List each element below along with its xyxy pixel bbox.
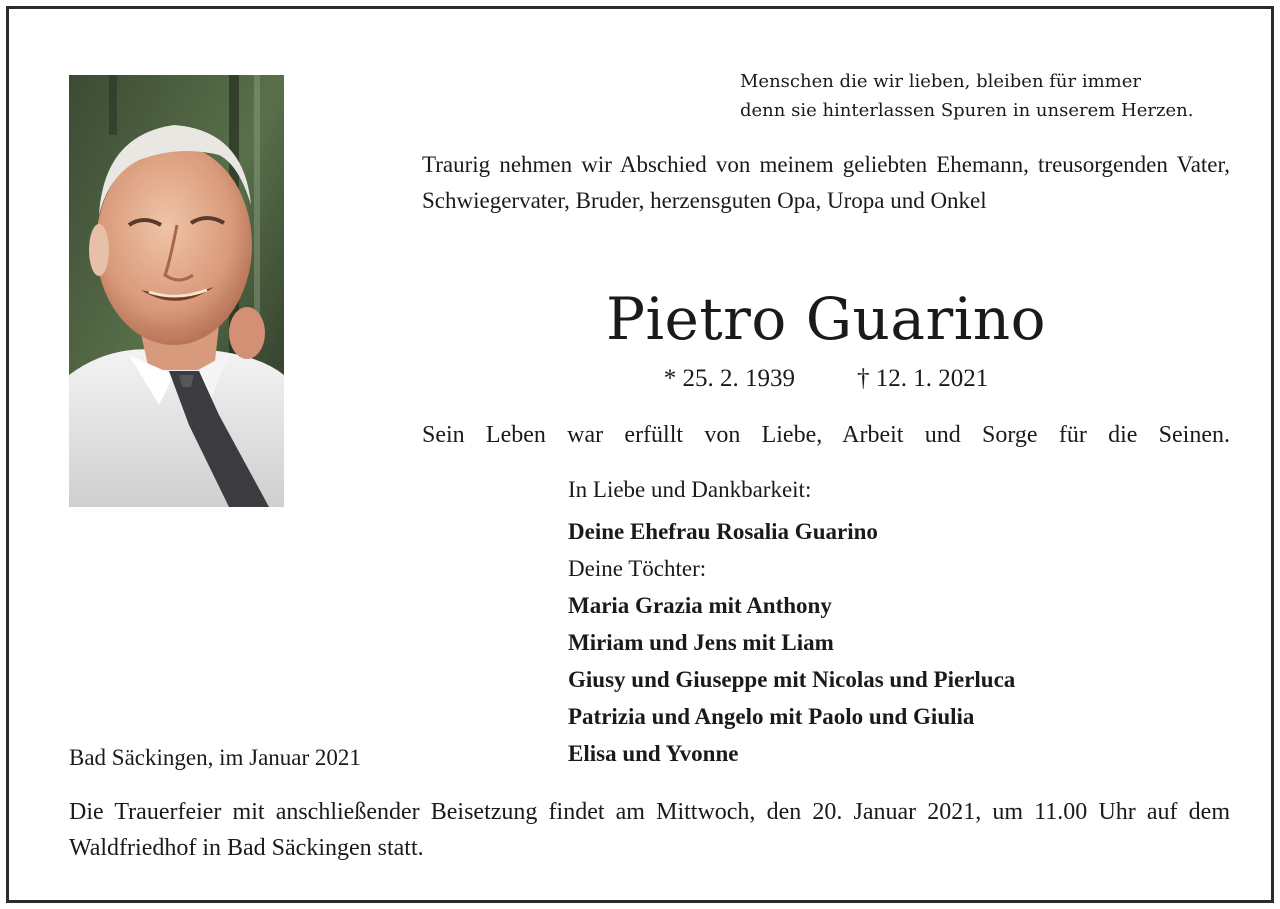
motto-line-2: denn sie hinterlassen Spuren in unserem Herzen.	[740, 100, 1194, 121]
life-text: Sein Leben war erfüllt von Liebe, Arbeit und Sorge für die Seinen.	[422, 422, 1230, 448]
motto-quote	[740, 67, 1193, 125]
mourners-list	[568, 471, 1015, 772]
death-date: † 12. 1. 2021	[857, 365, 989, 392]
mourner-family: Patrizia und Angelo mit Paolo und Giulia	[568, 704, 975, 729]
mourner-family: Elisa und Yvonne	[568, 741, 739, 766]
mourner-family: Miriam und Jens mit Liam	[568, 630, 834, 655]
life-dates	[422, 361, 1230, 397]
daughters-label: Deine Töchter:	[568, 556, 707, 581]
mourner-family: Giusy und Giuseppe mit Nicolas und Pierluca	[568, 667, 1016, 692]
mourner-wife: Deine Ehefrau Rosalia Guarino	[568, 519, 878, 544]
place-date: Bad Säckingen, im Januar 2021	[69, 745, 361, 770]
deceased-name: Pietro Guarino	[605, 285, 1047, 353]
birth-date: * 25. 2. 1939	[663, 365, 795, 392]
portrait-photo	[69, 75, 284, 507]
funeral-notice: Die Trauerfeier mit anschließender Beisetzung findet am Mittwoch, den 20. Januar 2021, um 11.00 Uhr auf dem Waldfriedhof in Bad Säckingen statt.	[69, 799, 1230, 861]
obituary-frame	[6, 6, 1274, 903]
intro-text: Traurig nehmen wir Abschied von meinem geliebten Ehemann, treusorgenden Vater, Schwiegervater, Bruder, herzensguten Opa, Uropa und Onkel	[422, 152, 1230, 213]
mourner-family: Maria Grazia mit Anthony	[568, 593, 832, 618]
motto-line-1: Menschen die wir lieben, bleiben für immer	[740, 71, 1141, 92]
mourners-heading: In Liebe und Dankbarkeit:	[568, 477, 812, 502]
